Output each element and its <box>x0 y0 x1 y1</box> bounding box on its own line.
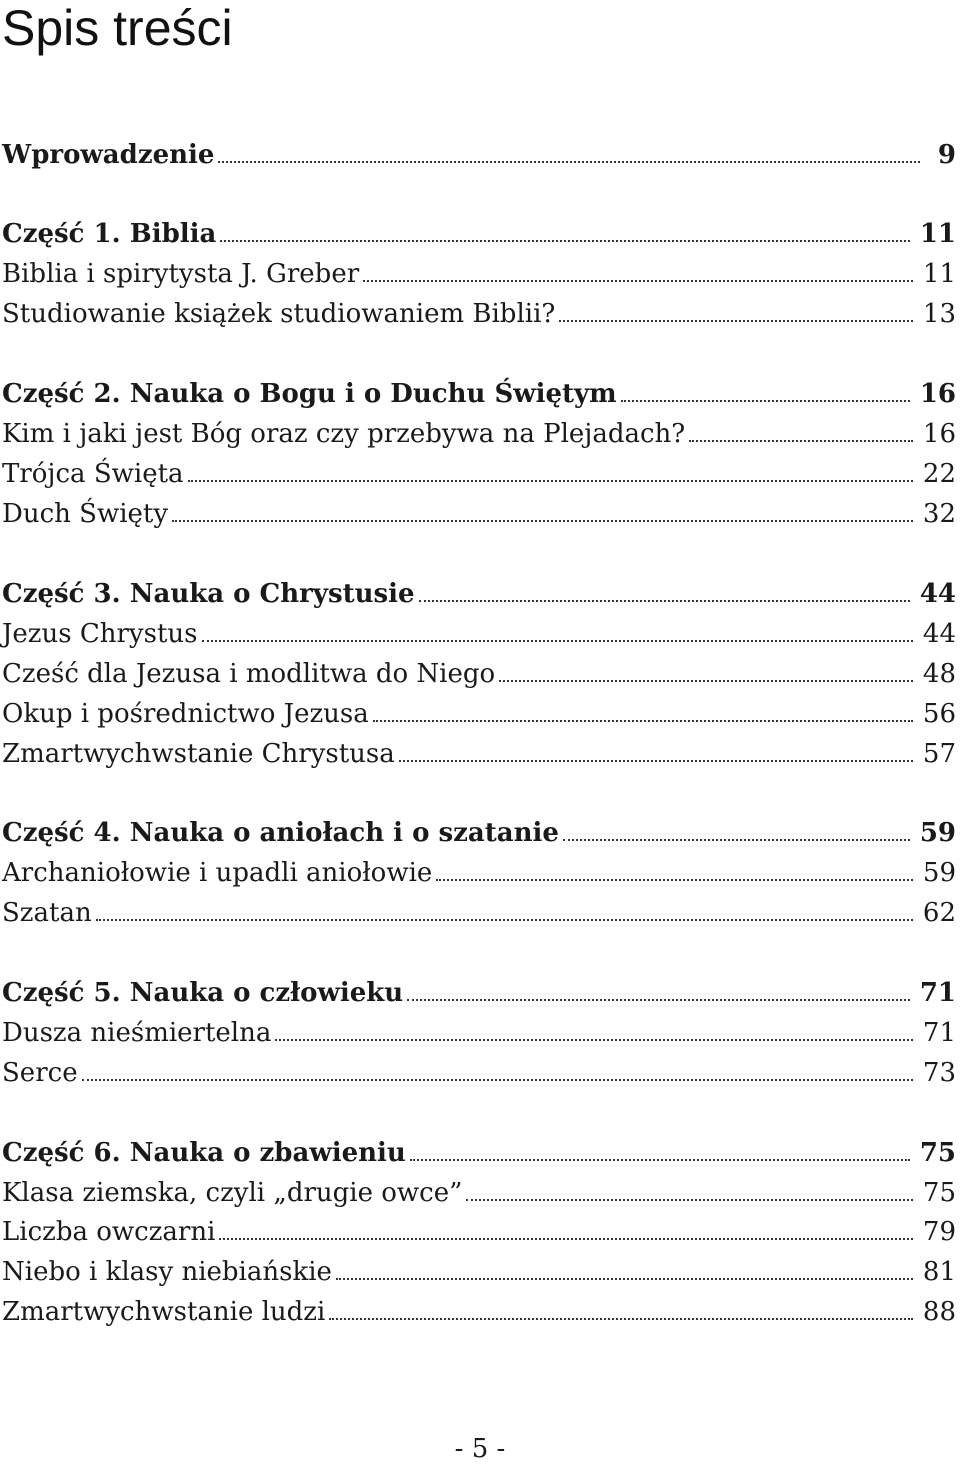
toc-entry-page: 73 <box>922 1058 956 1088</box>
dot-leader <box>499 680 913 682</box>
toc-entry <box>2 457 956 491</box>
dot-leader <box>399 760 913 762</box>
dot-leader <box>436 879 913 881</box>
toc-entry-page: 48 <box>922 659 956 689</box>
toc-entry-page: 88 <box>922 1297 956 1327</box>
toc-entry <box>2 657 956 691</box>
toc-entry <box>2 617 956 651</box>
dot-leader <box>466 1199 912 1201</box>
dot-leader <box>96 919 913 921</box>
toc-entry <box>2 1056 956 1090</box>
toc-entry-page: 75 <box>919 1138 956 1168</box>
toc-entry-title: Kim i jaki jest Bóg oraz czy przebywa na Plejadach? <box>2 419 686 449</box>
toc-entry-page: 62 <box>922 898 956 928</box>
dot-leader <box>82 1079 913 1081</box>
toc-entry-page: 16 <box>919 379 956 409</box>
toc-entry-title: Biblia i spirytysta J. Greber <box>2 259 360 289</box>
dot-leader <box>202 640 913 642</box>
toc-entry-title: Studiowanie książek studiowaniem Biblii? <box>2 299 556 329</box>
toc-entry <box>2 1136 956 1170</box>
toc-entry-page: 56 <box>922 699 956 729</box>
toc-entry-title: Cześć dla Jezusa i modlitwa do Niego <box>2 659 496 689</box>
page-number: - 5 - <box>454 1434 506 1464</box>
toc-entry-title: Część 5. Nauka o człowieku <box>2 978 404 1008</box>
toc-entry-title: Serce <box>2 1058 78 1088</box>
dot-leader <box>689 440 913 442</box>
toc-entry-page: 81 <box>922 1257 956 1287</box>
toc-entry-page: 44 <box>919 579 956 609</box>
toc-entry-page: 59 <box>922 858 956 888</box>
toc-entry <box>2 1016 956 1050</box>
dot-leader <box>188 480 913 482</box>
toc-entry-page: 75 <box>922 1178 956 1208</box>
toc-entry <box>2 816 956 850</box>
toc-entry <box>2 1215 956 1249</box>
toc-entry-title: Liczba owczarni <box>2 1217 216 1247</box>
toc-entry <box>2 1176 956 1210</box>
toc-entry-title: Okup i pośrednictwo Jezusa <box>2 699 369 729</box>
dot-leader <box>363 280 913 282</box>
toc-entry-title: Archaniołowie i upadli aniołowie <box>2 858 433 888</box>
toc-entry <box>2 377 956 411</box>
toc-entry-title: Zmartwychwstanie ludzi <box>2 1297 326 1327</box>
toc-entry-title: Część 1. Biblia <box>2 219 217 249</box>
toc-entry-title: Trójca Święta <box>2 459 184 489</box>
dot-leader <box>559 320 913 322</box>
toc-entry-page: 11 <box>919 219 956 249</box>
dot-leader <box>410 1159 910 1161</box>
toc-entry-page: 57 <box>922 739 956 769</box>
toc-entry <box>2 1295 956 1329</box>
toc-entry-title: Dusza nieśmiertelna <box>2 1018 272 1048</box>
dot-leader <box>220 240 909 242</box>
dot-leader <box>373 720 913 722</box>
toc-entry <box>2 856 956 890</box>
toc-entry-page: 9 <box>937 140 956 170</box>
toc-entry-page: 71 <box>919 978 956 1008</box>
toc-entry-title: Klasa ziemska, czyli „drugie owce” <box>2 1178 463 1208</box>
dot-leader <box>336 1278 913 1280</box>
toc-entry-title: Część 3. Nauka o Chrystusie <box>2 579 415 609</box>
toc-entry <box>2 976 956 1010</box>
toc-entry-page: 79 <box>922 1217 956 1247</box>
toc-entry-page: 13 <box>922 299 956 329</box>
dot-leader <box>407 999 910 1001</box>
toc-entry <box>2 297 956 331</box>
dot-leader <box>172 520 913 522</box>
toc-entry <box>2 417 956 451</box>
toc-entry-page: 11 <box>922 259 956 289</box>
toc-entry-page: 32 <box>922 499 956 529</box>
dot-leader <box>329 1318 913 1320</box>
toc-entry-page: 44 <box>922 619 956 649</box>
toc-entry <box>2 896 956 930</box>
toc-entry-title: Jezus Chrystus <box>2 619 198 649</box>
toc-entry-title: Niebo i klasy niebiańskie <box>2 1257 332 1287</box>
toc-entry-title: Duch Święty <box>2 499 169 529</box>
toc-entry <box>2 1255 956 1289</box>
toc-entry <box>2 577 956 611</box>
toc-entry-title: Część 4. Nauka o aniołach i o szatanie <box>2 818 559 848</box>
toc-entry-page: 16 <box>922 419 956 449</box>
toc-entry-title: Zmartwychwstanie Chrystusa <box>2 739 395 769</box>
toc-entry <box>2 217 956 251</box>
dot-leader <box>563 839 910 841</box>
dot-leader <box>218 161 920 163</box>
toc-entry-page: 59 <box>919 818 956 848</box>
toc-entry <box>2 138 956 172</box>
dot-leader <box>621 400 910 402</box>
dot-leader <box>275 1039 913 1041</box>
toc-entry-page: 71 <box>922 1018 956 1048</box>
toc-entry-title: Wprowadzenie <box>2 140 215 170</box>
toc-entry-title: Część 6. Nauka o zbawieniu <box>2 1138 406 1168</box>
toc-entry <box>2 257 956 291</box>
toc-entry-title: Część 2. Nauka o Bogu i o Duchu Świętym <box>2 379 617 409</box>
dot-leader <box>419 600 910 602</box>
page-title: Spis treści <box>2 0 233 56</box>
toc-entry-title: Szatan <box>2 898 92 928</box>
dot-leader <box>219 1238 912 1240</box>
toc-entry-page: 22 <box>922 459 956 489</box>
toc-entry <box>2 737 956 771</box>
toc-entry <box>2 497 956 531</box>
toc-entry <box>2 697 956 731</box>
